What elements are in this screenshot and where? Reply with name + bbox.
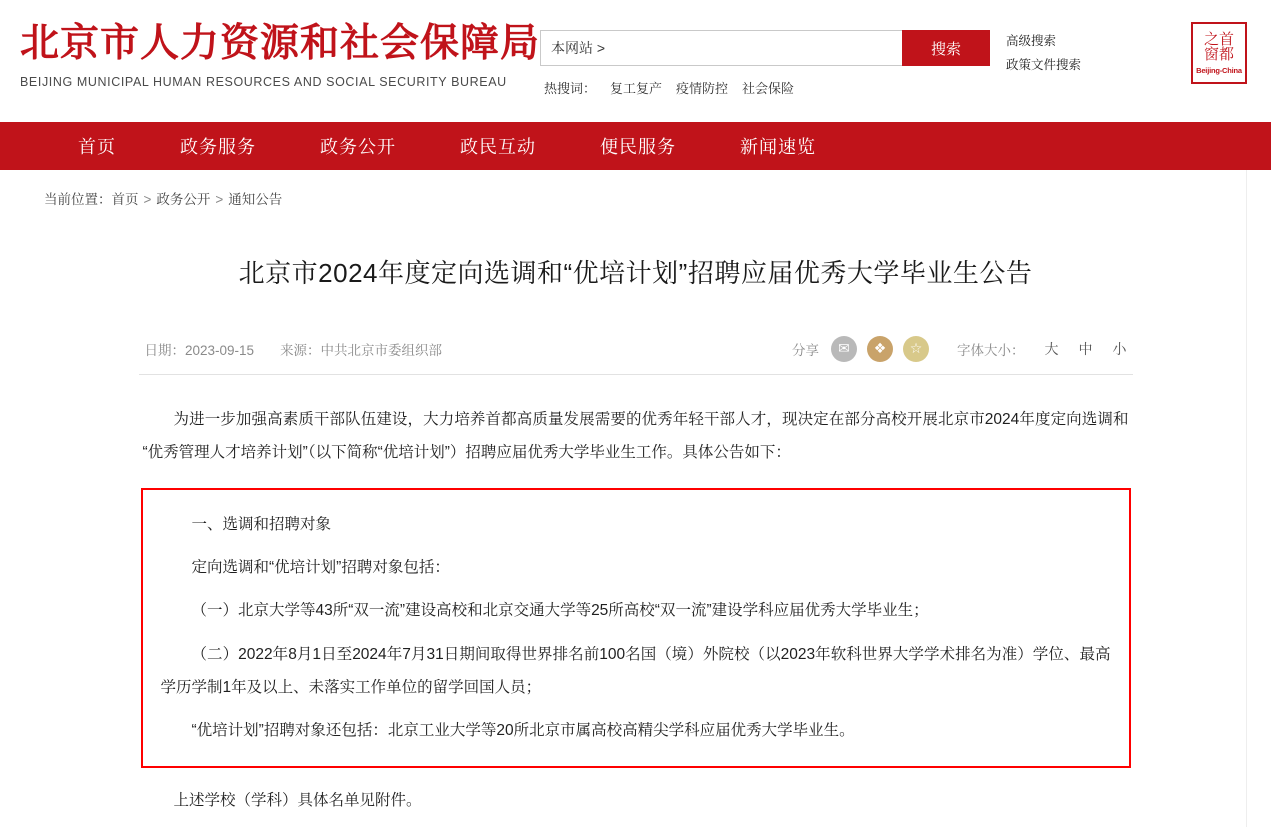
- article-date: 日期：2023-09-15: [144, 342, 255, 358]
- page-body: [0, 170, 1271, 827]
- article-intro: [139, 375, 1133, 480]
- nav-item-news[interactable]: 新闻速览: [740, 137, 816, 157]
- article-meta-left: [145, 339, 443, 359]
- nav-item-home[interactable]: 首页: [78, 137, 116, 157]
- fontsize-small-button[interactable]: 小: [1112, 340, 1127, 357]
- emblem-char-2: 首: [1219, 29, 1235, 48]
- paragraph-item-3: “优培计划”招聘对象还包括：北京工业大学等20所北京市属高校高精尖学科应届优秀大学毕业生。: [191, 722, 855, 740]
- site-header: [0, 0, 1271, 122]
- nav-item-government-disclosure[interactable]: 政务公开: [320, 137, 396, 157]
- breadcrumb-item-disclosure[interactable]: 政务公开: [156, 192, 211, 207]
- paragraph-section-heading: 一、选调和招聘对象: [191, 515, 332, 533]
- logo-subtitle: BEIJING MUNICIPAL HUMAN RESOURCES AND SOCIAL SECURITY BUREAU: [20, 74, 507, 89]
- nav-item-convenience-services[interactable]: 便民服务: [600, 137, 676, 157]
- breadcrumb-item-home[interactable]: 首页: [111, 192, 139, 207]
- emblem-char-3: 窗: [1203, 44, 1219, 63]
- logo-title: 北京市人力资源和社会保障局: [20, 21, 541, 66]
- breadcrumb-item-notice[interactable]: 通知公告: [228, 192, 283, 207]
- policy-document-search-link[interactable]: 政策文件搜索: [1006, 57, 1082, 72]
- fontsize-label: 字体大小：: [957, 342, 1025, 358]
- breadcrumb-separator-1: >: [143, 192, 152, 207]
- hot-word-3[interactable]: 社会保险: [742, 81, 795, 96]
- emblem-char-1: 之: [1203, 29, 1219, 48]
- wechat-icon[interactable]: ✉: [831, 336, 857, 362]
- hot-word-1[interactable]: 复工复产: [610, 81, 663, 96]
- main-navigation: [0, 122, 1271, 170]
- site-logo[interactable]: [0, 0, 540, 89]
- hot-words-label: 热搜词：: [544, 81, 597, 96]
- article-meta-right: [792, 336, 1127, 362]
- share-label: 分享: [792, 342, 819, 358]
- favorite-icon[interactable]: ☆: [903, 336, 929, 362]
- emblem-char-4: 都: [1219, 44, 1235, 63]
- advanced-search-links: [1006, 30, 1081, 78]
- highlighted-section: [141, 488, 1131, 768]
- search-input[interactable]: [540, 30, 902, 66]
- paragraph-item-1: （一）北京大学等43所“双一流”建设高校和北京交通大学等25所高校“双一流”建设学科应届优秀大学毕业生；: [191, 602, 929, 620]
- beijing-emblem-icon: [1191, 22, 1247, 84]
- hot-words-row: [540, 78, 990, 97]
- paragraph-scope-intro: 定向选调和“优培计划”招聘对象包括：: [191, 558, 450, 576]
- paragraph-attachment-note: 上述学校（学科）具体名单见附件。: [173, 791, 422, 809]
- advanced-search-link[interactable]: 高级搜索: [1006, 34, 1057, 48]
- weibo-icon[interactable]: ❖: [867, 336, 893, 362]
- article: [131, 254, 1141, 817]
- article-after-section: [139, 784, 1133, 817]
- hot-word-2[interactable]: 疫情防控: [676, 81, 729, 96]
- article-meta-bar: [139, 331, 1133, 375]
- search-button[interactable]: 搜索: [902, 30, 990, 66]
- fontsize-large-button[interactable]: 大: [1044, 340, 1059, 357]
- breadcrumb: [0, 170, 1271, 208]
- nav-item-government-services[interactable]: 政务服务: [180, 137, 256, 157]
- paragraph-item-2: （二）2022年8月1日至2024年7月31日期间取得世界排名前100名国（境）外院校（以2023年软科世界大学学术排名为准）学位、最高学历学制1年及以上、未落实工作单位的留学回国人员；: [160, 645, 1111, 696]
- emblem-char-row-2: [1203, 44, 1235, 63]
- fontsize-medium-button[interactable]: 中: [1078, 340, 1093, 357]
- paragraph-intro: 为进一步加强高素质干部队伍建设，大力培养首都高质量发展需要的优秀年轻干部人才，现决定在部分高校开展北京市2024年度定向选调和“优秀管理人才培养计划”（以下简称“优培计划”）招聘应届优秀大学毕业生工作。具体公告如下：: [142, 411, 1129, 462]
- article-source: 来源：中共北京市委组织部: [280, 342, 443, 358]
- page-title: 北京市2024年度定向选调和“优培计划”招聘应届优秀大学毕业生公告: [238, 258, 1033, 288]
- nav-item-public-interaction[interactable]: 政民互动: [460, 137, 536, 157]
- breadcrumb-prefix: 当前位置：: [44, 192, 112, 207]
- breadcrumb-separator-2: >: [215, 192, 224, 207]
- emblem-english-label: Beijing-China: [1196, 65, 1242, 75]
- search-block: [540, 30, 990, 97]
- search-row: [540, 30, 990, 66]
